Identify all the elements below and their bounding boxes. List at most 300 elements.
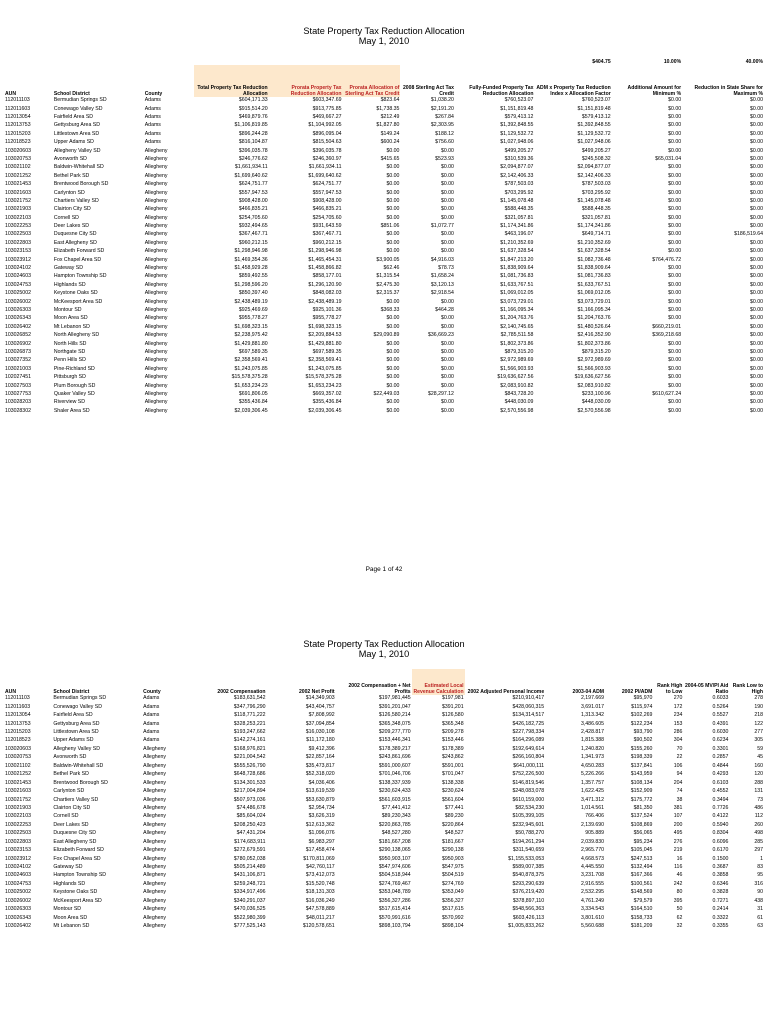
table-cell: $1,210,352.69 <box>577 239 611 246</box>
table-row <box>4 374 764 382</box>
page-1-date: May 1, 2010 <box>358 36 410 46</box>
table-cell: 103024603 <box>5 273 31 280</box>
table-cell: $7,808,992 <box>308 712 335 719</box>
table-cell: Adams <box>144 139 161 146</box>
table-cell: 103026002 <box>5 298 31 305</box>
table-cell: $108,134 <box>630 779 653 786</box>
table-cell: 0.3858 <box>712 872 729 879</box>
table-cell: $1,699,640.62 <box>234 172 268 179</box>
column-header: AUN <box>5 90 17 97</box>
table-cell: $208,250,423 <box>233 821 266 828</box>
table-cell: $192,649,614 <box>512 745 545 752</box>
table-cell: $1,738.35 <box>376 105 400 112</box>
table-cell: 103024753 <box>5 281 31 288</box>
table-cell: $925,469.69 <box>238 307 268 313</box>
table-cell: 120 <box>754 771 763 778</box>
table-cell: Bethel Park SD <box>53 172 90 179</box>
table-cell: $448,030.09 <box>504 399 534 406</box>
table-cell: $3,120.13 <box>430 281 454 288</box>
table-cell: 103027503 <box>5 382 31 389</box>
table-row <box>4 906 764 914</box>
table-cell: $561,603,915 <box>378 796 411 803</box>
table-cell: $1,069,012.05 <box>500 290 534 297</box>
table-cell: $62.46 <box>383 265 400 272</box>
table-cell: 45 <box>757 754 763 761</box>
table-cell: $1,847,213.20 <box>500 256 534 263</box>
table-cell: $0.00 <box>750 239 763 246</box>
table-cell: $0.00 <box>386 348 400 355</box>
table-cell: $2,083,910.82 <box>500 382 534 389</box>
table-cell: $823.64 <box>380 97 400 104</box>
table-cell: $2,954,734 <box>308 804 335 811</box>
table-cell: $2,358,569.41 <box>234 357 268 364</box>
column-header: AUN <box>5 688 17 695</box>
table-cell: 2,139.690 <box>580 821 605 828</box>
table-cell: $2,358,569.41 <box>308 357 342 364</box>
table-cell: Adams <box>143 695 160 702</box>
table-cell: North Allegheny SD <box>53 332 100 339</box>
table-cell: $4,916.03 <box>430 256 454 263</box>
table-cell: 80 <box>676 889 683 896</box>
table-cell: 4,668.573 <box>580 855 605 862</box>
table-cell: $0.00 <box>668 122 682 129</box>
table-cell: 438 <box>754 897 763 904</box>
table-cell: $463,196.07 <box>504 231 534 238</box>
table-cell: 172 <box>673 703 683 710</box>
table-cell: $756.60 <box>435 139 454 146</box>
table-cell: $29,090.89 <box>373 332 400 339</box>
table-cell: $2,438,489.19 <box>308 298 342 305</box>
table-cell: $347,796,290 <box>233 703 266 710</box>
table-cell: Allegheny <box>143 754 166 761</box>
table-cell: $600.24 <box>380 139 400 146</box>
table-cell: $932,494.65 <box>238 223 268 230</box>
table-cell: $181,209 <box>630 923 653 930</box>
table-cell: Plum Borough SD <box>53 382 96 389</box>
table-cell: $212.49 <box>380 114 400 121</box>
table-cell: $197,981 <box>441 695 464 702</box>
table-cell: Allegheny <box>144 189 168 196</box>
table-cell: 63 <box>757 923 763 930</box>
column-header: Fully-Funded Property Tax Reduction Allocation <box>469 85 534 97</box>
table-header-row <box>4 669 764 695</box>
table-cell: 103021903 <box>5 804 31 811</box>
table-cell: $42,760,117 <box>306 864 335 871</box>
table-cell: $660,219.01 <box>652 323 682 330</box>
table-cell: $18,131,303 <box>305 889 335 896</box>
table-cell: $0.00 <box>750 357 763 364</box>
table-cell: $355,436.84 <box>312 399 342 406</box>
table-cell: $0.00 <box>386 399 400 406</box>
table-cell: Allegheny <box>143 762 166 769</box>
table-cell: $0.00 <box>750 155 763 162</box>
table-cell: 103021102 <box>5 762 31 769</box>
table-cell: $1,458,929.28 <box>234 265 268 272</box>
table-cell: $194,261,294 <box>512 838 545 845</box>
table-cell: $0.00 <box>750 197 763 204</box>
table-cell: $126,580,214 <box>378 712 411 719</box>
table-cell: $138,337,939 <box>378 779 411 786</box>
table-cell: $431,106,871 <box>233 872 266 879</box>
column-header: 2002 Compensation + Net Profits <box>348 683 411 695</box>
table-cell: 4,650.283 <box>580 762 605 769</box>
table-cell: $188.12 <box>435 130 454 137</box>
table-cell: $181,667 <box>441 838 464 845</box>
table-cell: $132,494 <box>630 864 653 871</box>
table-cell: $0.00 <box>440 323 454 330</box>
column-header: Rank Low to High <box>732 683 763 695</box>
table-cell: $0.00 <box>750 340 763 347</box>
table-cell: $118,771,222 <box>234 712 266 719</box>
table-cell: Allegheny <box>143 889 166 896</box>
table-cell: Adams <box>143 729 160 736</box>
table-row <box>4 315 764 323</box>
table-row <box>4 391 764 399</box>
table-cell: 103022803 <box>5 838 31 845</box>
table-row <box>4 307 764 315</box>
table-cell: $6,983,297 <box>308 838 335 845</box>
table-cell: 278 <box>754 695 763 702</box>
table-cell: 94 <box>676 771 683 778</box>
table-cell: $499,205.27 <box>504 147 534 154</box>
table-cell: $701,046,706 <box>378 771 411 778</box>
table-row <box>4 855 764 863</box>
table-cell: $368.33 <box>380 307 400 313</box>
table-row <box>4 864 764 872</box>
table-cell: Allegheny <box>144 307 168 313</box>
table-cell: 112 <box>754 813 763 820</box>
table-cell: $1,633,767.51 <box>577 281 611 288</box>
table-cell: $143,959 <box>630 771 653 778</box>
table-cell: $960,212.15 <box>312 239 342 246</box>
table-cell: Keystone Oaks SD <box>53 889 98 896</box>
table-cell: $504,518,944 <box>378 872 411 879</box>
table-row <box>4 349 764 357</box>
column-header: Reduction in State Share for Maximum % <box>694 85 763 97</box>
table-cell: 103021453 <box>5 181 31 188</box>
table-cell: $858,177.01 <box>312 273 342 280</box>
table-row <box>4 173 764 181</box>
table-cell: $0.00 <box>440 382 454 389</box>
table-cell: $340,291,037 <box>233 897 266 904</box>
table-cell: $1,096,076 <box>308 830 335 837</box>
table-cell: 0.6103 <box>712 779 729 786</box>
table-cell: $0.00 <box>668 239 682 246</box>
table-cell: $120,578,651 <box>302 923 335 930</box>
table-cell: Upper Adams SD <box>53 737 94 744</box>
table-cell: $1,166,095.34 <box>577 307 611 313</box>
table-cell: $77,441,412 <box>381 804 411 811</box>
table-cell: $0.00 <box>440 164 454 171</box>
table-cell: Adams <box>143 703 160 710</box>
table-cell: $1,566,903.93 <box>577 365 611 372</box>
table-cell: Avonworth SD <box>53 155 87 162</box>
table-cell: $1,566,903.93 <box>500 365 534 372</box>
table-cell: $548,566,363 <box>512 906 545 913</box>
table-cell: 103022253 <box>5 223 31 230</box>
table-cell: $570,991,616 <box>378 914 411 921</box>
table-cell: $0.00 <box>668 365 682 372</box>
table-cell: 0.3301 <box>712 745 729 752</box>
table-cell: $396,035.78 <box>238 147 268 154</box>
table-cell: $0.00 <box>750 298 763 305</box>
table-cell: 103025002 <box>5 889 31 896</box>
table-cell: $0.00 <box>668 172 682 179</box>
table-cell: 103021453 <box>5 779 31 786</box>
table-cell: $499,205.27 <box>581 147 611 154</box>
table-cell: $0.00 <box>750 206 763 213</box>
table-cell: $11,172,180 <box>306 737 335 744</box>
table-cell: $230,624,433 <box>378 788 411 795</box>
column-header: Total Property Tax Reduction Allocation <box>194 65 269 97</box>
table-cell: $105,045 <box>630 847 653 854</box>
table-row <box>4 223 764 231</box>
table-cell: $0.00 <box>386 164 400 171</box>
table-cell: $2,785,511.58 <box>500 332 534 339</box>
column-header: Additional Amount for Minimum % <box>627 85 682 97</box>
table-cell: $245,508.32 <box>581 155 611 162</box>
table-row <box>4 256 764 264</box>
table-cell: 74 <box>676 788 683 795</box>
table-cell: $367,467.71 <box>238 231 268 238</box>
table-cell: $78.73 <box>438 265 454 272</box>
table-cell: $247,513 <box>630 855 653 862</box>
column-header: 2002 Adjusted Personal Income <box>467 688 545 695</box>
table-cell: $89,230,343 <box>381 813 411 820</box>
table-row <box>4 881 764 889</box>
table-cell: 1,815.388 <box>580 737 605 744</box>
table-cell: $0.00 <box>750 97 763 104</box>
table-cell: $85,604,024 <box>236 813 266 820</box>
table-cell: $0.00 <box>668 374 682 381</box>
table-cell: $2,438,489.19 <box>234 298 268 305</box>
table-cell: Moon Area SD <box>53 315 88 322</box>
table-cell: Allegheny <box>144 357 168 364</box>
table-row <box>4 746 764 754</box>
table-cell: Carlynton SD <box>53 788 85 795</box>
table-cell: Allegheny <box>144 315 168 322</box>
table-cell: $1,392,848.55 <box>577 122 611 129</box>
table-cell: 305 <box>754 737 763 744</box>
table-cell: 131 <box>754 788 763 795</box>
table-cell: $243,862 <box>441 754 464 761</box>
table-cell: $73,412,073 <box>305 872 335 879</box>
table-cell: Chartiers Valley SD <box>53 796 99 803</box>
table-cell: $164,296,089 <box>512 737 545 744</box>
table-cell: $2,039,306.45 <box>308 407 342 414</box>
table-cell: $448,030.09 <box>581 399 611 406</box>
table-cell: $0.00 <box>440 206 454 213</box>
table-cell: $0.00 <box>386 206 400 213</box>
table-cell: 0.1500 <box>712 855 729 862</box>
table-cell: $591,001 <box>441 762 464 769</box>
table-cell: $0.00 <box>750 307 763 313</box>
table-cell: $36,669.23 <box>427 332 454 339</box>
table-cell: $28,297.12 <box>427 390 454 397</box>
table-cell: $0.00 <box>750 382 763 389</box>
table-cell: $217,004,894 <box>233 788 266 795</box>
table-cell: $0.00 <box>440 374 454 381</box>
table-cell: $142,274,161 <box>233 737 266 744</box>
table-cell: $93,790 <box>633 729 653 736</box>
table-cell: $0.00 <box>386 382 400 389</box>
table-cell: Quaker Valley SD <box>53 390 95 397</box>
table-cell: $1,298,946.98 <box>234 248 268 255</box>
table-cell: East Allegheny SD <box>53 239 97 246</box>
table-cell: $246,360.97 <box>312 155 342 162</box>
table-cell: $175,772 <box>630 796 653 803</box>
table-row <box>4 282 764 290</box>
table-cell: $81,350 <box>633 804 653 811</box>
table-cell: $1,174,341.86 <box>500 223 534 230</box>
table-cell: 0.3687 <box>712 864 729 871</box>
table-cell: $0.00 <box>440 172 454 179</box>
table-cell: $15,578,375.28 <box>231 374 268 381</box>
table-row <box>4 914 764 922</box>
table-cell: Allegheny <box>143 813 166 820</box>
table-row <box>4 872 764 880</box>
table-cell: Baldwin-Whitehall SD <box>53 762 104 769</box>
table-cell: $624,751.77 <box>312 181 342 188</box>
table-cell: 103021903 <box>5 206 31 213</box>
table-cell: 5,226.266 <box>580 771 605 778</box>
table-cell: $0.00 <box>750 122 763 129</box>
table-cell: $1,005,833,262 <box>508 923 545 930</box>
table-cell: $557,947.53 <box>238 189 268 196</box>
table-cell: $1,145,078.48 <box>577 197 611 204</box>
table-cell: $232,945,601 <box>512 821 545 828</box>
table-cell: $1,827.80 <box>376 122 400 129</box>
table-cell: Allegheny <box>143 923 166 930</box>
table-cell: $0.00 <box>386 340 400 347</box>
table-cell: Allegheny <box>143 788 166 795</box>
table-cell: $523.93 <box>435 155 454 162</box>
table-cell: $603,347.69 <box>312 97 342 104</box>
table-cell: $0.00 <box>668 357 682 364</box>
table-cell: $0.00 <box>440 189 454 196</box>
column-header: 2002 PI/ADM <box>621 688 653 695</box>
table-cell: $220,863,785 <box>378 821 411 828</box>
table-cell: Gettysburg Area SD <box>53 720 100 727</box>
column-header: Prorata Allocation of Sterling Act Tax Credit <box>343 65 401 97</box>
table-row <box>4 332 764 340</box>
table-cell: $290,138,065 <box>378 847 411 854</box>
table-cell: $0.00 <box>668 348 682 355</box>
table-cell: 3,334.543 <box>580 906 605 913</box>
table-cell: $0.00 <box>750 114 763 121</box>
table-cell: $2,972,989.69 <box>500 357 534 364</box>
table-cell: $193,247,662 <box>233 729 266 736</box>
table-cell: 103022503 <box>5 830 31 837</box>
table-cell: 2,965.770 <box>580 847 605 854</box>
column-header: Rank High to Low <box>657 683 683 695</box>
table-cell: $925,101.36 <box>312 307 342 313</box>
allocation-table-page-1 <box>4 55 764 416</box>
table-cell: $0.00 <box>750 323 763 330</box>
top-label-factor: $404.75 <box>592 58 611 65</box>
table-cell: $504,519 <box>441 872 464 879</box>
table-cell: $0.00 <box>750 172 763 179</box>
table-cell: $1,480,526.64 <box>577 323 611 330</box>
table-cell: 16 <box>676 855 683 862</box>
table-cell: $522,980,399 <box>233 914 266 921</box>
table-cell: $787,503.03 <box>581 181 611 188</box>
table-cell: $0.00 <box>440 231 454 238</box>
table-cell: $787,503.03 <box>504 181 534 188</box>
table-cell: $1,027,948.06 <box>577 139 611 146</box>
table-cell: $697,589.35 <box>238 348 268 355</box>
table-cell: 102027451 <box>5 374 31 381</box>
table-cell: 103020753 <box>5 754 31 761</box>
table-row <box>4 105 764 113</box>
table-cell: $0.00 <box>750 348 763 355</box>
table-cell: $209,277,770 <box>378 729 411 736</box>
table-cell: 1,313.342 <box>580 712 605 719</box>
table-cell: $134,301,533 <box>233 779 266 786</box>
table-cell: $0.00 <box>386 147 400 154</box>
table-cell: $246,776.62 <box>238 155 268 162</box>
table-cell: $95,234 <box>633 838 653 845</box>
table-cell: Gettysburg Area SD <box>53 122 100 129</box>
table-cell: $2,209,884.53 <box>308 332 342 339</box>
table-cell: 107 <box>673 813 683 820</box>
table-cell: $82,534,230 <box>515 804 545 811</box>
table-cell: 32 <box>676 923 683 930</box>
table-cell: $2,570,556.98 <box>577 407 611 414</box>
table-cell: 304 <box>673 737 683 744</box>
table-cell: $178,389 <box>441 745 464 752</box>
table-row <box>4 898 764 906</box>
table-cell: $0.00 <box>668 197 682 204</box>
table-cell: $879,315.20 <box>581 348 611 355</box>
table-cell: 73 <box>757 796 763 803</box>
table-cell: $0.00 <box>386 315 400 322</box>
table-cell: $2,142,406.33 <box>500 172 534 179</box>
table-cell: 103021752 <box>5 197 31 204</box>
table-cell: Bermudian Springs SD <box>53 695 107 702</box>
table-cell: $0.00 <box>668 248 682 255</box>
table-cell: Hampton Township SD <box>53 273 107 280</box>
table-cell: $2,142,406.33 <box>577 172 611 179</box>
table-cell: $0.00 <box>750 130 763 137</box>
table-cell: 103027753 <box>5 390 31 397</box>
table-cell: $908,428.00 <box>312 197 342 204</box>
table-cell: $1,174,341.86 <box>577 223 611 230</box>
table-cell: $703,295.92 <box>581 189 611 196</box>
table-cell: $1,038.20 <box>430 97 454 104</box>
table-cell: Fox Chapel Area SD <box>53 256 102 263</box>
table-cell: Keystone Oaks SD <box>53 290 98 297</box>
table-cell: Allegheny <box>144 390 168 397</box>
table-cell: $579,413.12 <box>504 114 534 121</box>
table-cell: 103025002 <box>5 290 31 297</box>
table-cell: $0.00 <box>440 365 454 372</box>
table-cell: $0.00 <box>750 281 763 288</box>
table-row <box>4 923 764 931</box>
table-cell: 38 <box>676 796 683 803</box>
table-cell: 204 <box>673 779 683 786</box>
table-cell: 103026303 <box>5 906 31 913</box>
table-row <box>4 240 764 248</box>
table-cell: $0.00 <box>440 407 454 414</box>
table-row <box>4 357 764 365</box>
table-cell: 288 <box>754 779 763 786</box>
table-cell: 1,357.757 <box>580 779 605 786</box>
table-cell: Allegheny <box>143 897 166 904</box>
table-cell: 260 <box>754 821 763 828</box>
table-cell: 498 <box>754 830 763 837</box>
table-cell: $0.00 <box>668 206 682 213</box>
